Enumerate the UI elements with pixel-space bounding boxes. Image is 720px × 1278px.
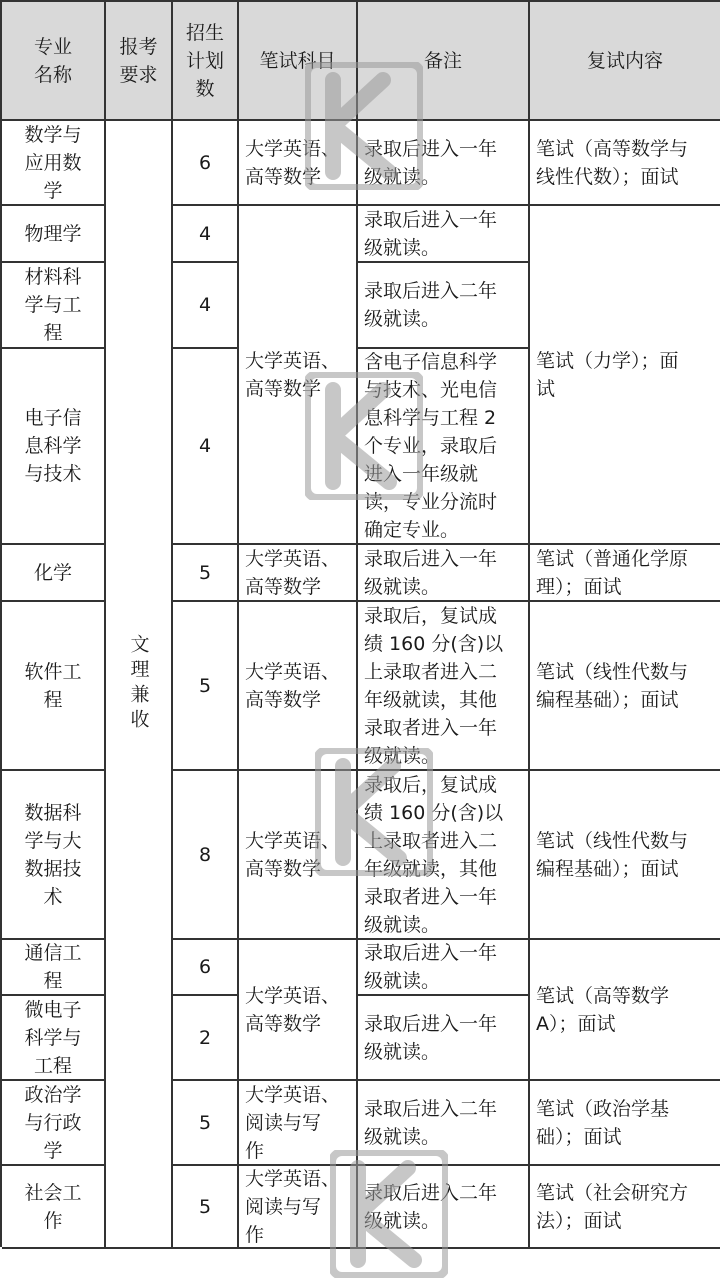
header-quota (173, 2, 239, 121)
quota-cell (173, 121, 239, 206)
written-text: 大学英语、 高等数学 (245, 660, 341, 711)
header-notes (358, 2, 530, 121)
quota-value: 2 (198, 1026, 212, 1049)
notes-cell (358, 1166, 530, 1249)
requirement-cell (106, 121, 173, 1249)
header-written-subjects (239, 2, 358, 121)
major-cell (2, 602, 106, 771)
retest-text: 笔试（政治学基 础）；面试 (536, 1097, 670, 1148)
notes-cell (358, 1081, 530, 1166)
major-cell (2, 206, 106, 263)
written-cell (239, 771, 358, 940)
header-notes-text: 备注 (423, 49, 462, 72)
major-name: 社会工 作 (24, 1181, 82, 1232)
notes-text: 录取后进入一年 级就读。 (364, 208, 498, 259)
quota-cell (173, 545, 239, 602)
retest-cell (530, 602, 720, 771)
retest-cell (530, 545, 720, 602)
notes-text: 含电子信息科学 与技术、光电信 息科学与工程 2 个专业，录取后 进入一年级就 读，专业分流时 确定专业。 (364, 351, 498, 541)
notes-cell (358, 206, 530, 263)
retest-cell (530, 1081, 720, 1166)
written-text: 大学英语、 高等数学 (245, 547, 341, 598)
written-cell (239, 602, 358, 771)
written-text: 大学英语、 阅读与写 作 (245, 1167, 341, 1246)
notes-text: 录取后进入二年 级就读。 (364, 1181, 498, 1232)
written-cell (239, 1081, 358, 1166)
notes-text: 录取后，复试成 绩 160 分(含)以 上录取者进入二 年级就读，其他 录取者进入一年 级就读。 (364, 604, 504, 767)
major-name: 材料科 学与工 程 (24, 266, 82, 344)
notes-cell (358, 771, 530, 940)
notes-text: 录取后进入二年 级就读。 (364, 1097, 498, 1148)
written-text: 大学英语、 高等数学 (245, 984, 341, 1035)
quota-cell (173, 206, 239, 263)
notes-cell (358, 545, 530, 602)
retest-cell (530, 771, 720, 940)
quota-cell (173, 1081, 239, 1166)
written-text: 大学英语、 阅读与写 作 (245, 1083, 341, 1162)
retest-text: 笔试（线性代数与 编程基础）；面试 (536, 829, 689, 880)
notes-cell (358, 349, 530, 545)
written-text: 大学英语、 高等数学 (245, 829, 341, 880)
quota-value: 4 (198, 294, 212, 316)
notes-text: 录取后进入一年 级就读。 (364, 547, 498, 598)
major-cell (2, 1166, 106, 1249)
major-cell (2, 940, 106, 996)
retest-cell (530, 1166, 720, 1249)
notes-cell (358, 263, 530, 349)
retest-text: 笔试（高等数学与 线性代数）；面试 (536, 137, 689, 188)
quota-value: 5 (198, 561, 212, 584)
written-cell (239, 545, 358, 602)
major-name: 数据科 学与大 数据技 术 (24, 801, 82, 908)
header-requirement (106, 2, 173, 121)
major-name: 数学与 应用数 学 (24, 123, 82, 202)
notes-text: 录取后，复试成 绩 160 分(含)以 上录取者进入二 年级就读，其他 录取者进入一年 级就读。 (364, 773, 504, 936)
header-requirement-text: 报考 要求 (119, 35, 158, 86)
quota-cell (173, 940, 239, 996)
header-retest-text: 复试内容 (586, 49, 663, 72)
written-cell (239, 121, 358, 206)
major-cell (2, 771, 106, 940)
quota-cell (173, 996, 239, 1081)
quota-value: 6 (198, 151, 212, 174)
quota-value: 4 (198, 435, 212, 457)
major-name: 通信工 程 (24, 942, 82, 992)
major-name: 政治学 与行政 学 (24, 1083, 82, 1162)
quota-value: 5 (198, 674, 212, 697)
notes-cell (358, 996, 530, 1081)
quota-value: 4 (198, 222, 212, 245)
major-cell (2, 349, 106, 545)
retest-cell (530, 121, 720, 206)
retest-text: 笔试（力学）；面 试 (536, 349, 679, 400)
quota-cell (173, 263, 239, 349)
written-cell (239, 1166, 358, 1249)
notes-text: 录取后进入一年 级就读。 (364, 942, 498, 992)
major-name: 微电子 科学与 工程 (24, 998, 82, 1077)
header-written-text: 笔试科目 (259, 49, 336, 72)
major-name: 电子信 息科学 与技术 (24, 407, 82, 485)
header-major (2, 2, 106, 121)
retest-text: 笔试（线性代数与 编程基础）；面试 (536, 660, 689, 711)
notes-cell (358, 940, 530, 996)
notes-text: 录取后进入一年 级就读。 (364, 1012, 498, 1063)
retest-cell (530, 206, 720, 545)
notes-text: 录取后进入二年 级就读。 (364, 280, 498, 330)
notes-cell (358, 121, 530, 206)
major-name: 化学 (33, 561, 72, 584)
major-name: 软件工 程 (24, 660, 82, 711)
retest-text: 笔试（普通化学原 理）；面试 (536, 547, 689, 598)
retest-cell (530, 940, 720, 1081)
quota-cell (173, 349, 239, 545)
major-cell (2, 545, 106, 602)
notes-text: 录取后进入一年 级就读。 (364, 137, 498, 188)
notes-cell (358, 602, 530, 771)
quota-value: 5 (198, 1195, 212, 1218)
quota-cell (173, 1166, 239, 1249)
written-cell (239, 206, 358, 545)
requirement-text: 文理兼收 (127, 634, 150, 734)
header-retest (530, 2, 720, 121)
major-cell (2, 1081, 106, 1166)
major-name: 物理学 (24, 222, 82, 245)
quota-value: 8 (198, 843, 212, 866)
quota-value: 6 (198, 956, 212, 978)
retest-text: 笔试（高等数学 A）；面试 (536, 984, 670, 1035)
header-quota-text: 招生 计划 数 (185, 21, 224, 100)
quota-cell (173, 602, 239, 771)
written-text: 大学英语、 高等数学 (245, 137, 341, 188)
major-cell (2, 996, 106, 1081)
major-cell (2, 263, 106, 349)
header-major-text: 专业 名称 (33, 35, 72, 86)
quota-value: 5 (198, 1111, 212, 1134)
major-cell (2, 121, 106, 206)
quota-cell (173, 771, 239, 940)
written-text: 大学英语、 高等数学 (245, 349, 341, 400)
retest-text: 笔试（社会研究方 法）；面试 (536, 1181, 689, 1232)
written-cell (239, 940, 358, 1081)
